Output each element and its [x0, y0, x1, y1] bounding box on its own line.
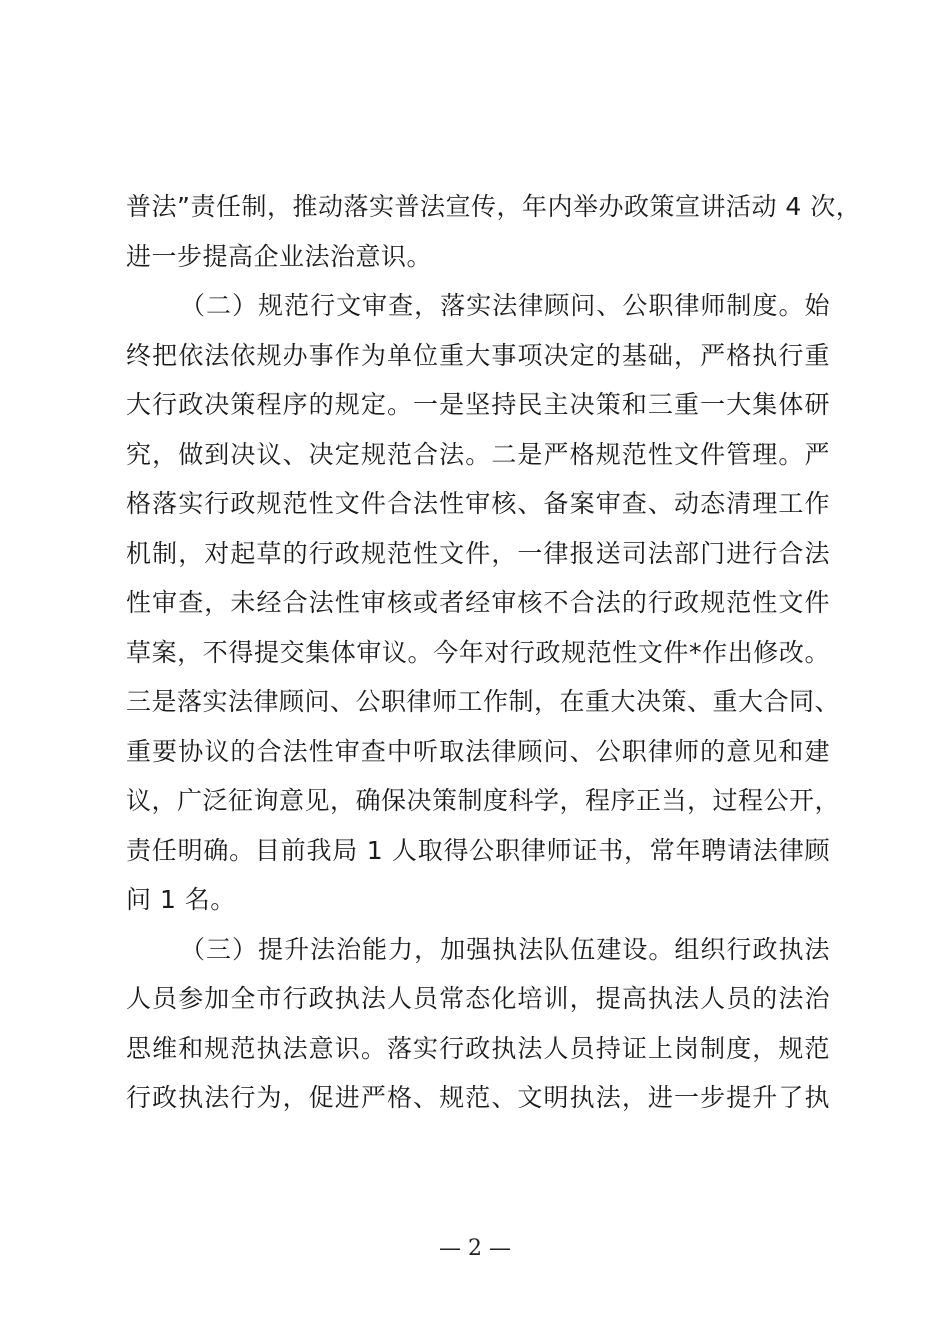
paragraph	[126, 925, 830, 1123]
text-line: （三）提升法治能力，加强执法队伍建设。组织行政执法	[180, 934, 830, 964]
text-line: 草案，不得提交集体审议。今年对行政规范性文件*作出修改。	[126, 637, 830, 667]
text-line: 行政执法行为，促进严格、规范、文明执法，进一步提升了执	[126, 1083, 830, 1112]
paragraph	[126, 281, 841, 925]
text-line: 三是落实法律顾问、公职律师工作制，在重大决策、重大合同、	[126, 687, 841, 716]
text-line: 格落实行政规范性文件合法性审核、备案审查、动态清理工作	[126, 489, 830, 518]
text-line: 责任明确。目前我局 1 人取得公职律师证书，常年聘请法律顾	[126, 835, 830, 865]
page-number: — 2 —	[439, 1236, 511, 1261]
text-line: 问 1 名。	[126, 885, 236, 914]
text-line: 机制，对起草的行政规范性文件，一律报送司法部门进行合法	[126, 538, 830, 568]
text-line: 议，广泛征询意见，确保决策制度科学，程序正当，过程公开，	[126, 786, 841, 815]
text-line: 大行政决策程序的规定。一是坚持民主决策和三重一大集体研	[126, 390, 830, 419]
text-line: 进一步提高企业法治意识。	[126, 241, 433, 271]
text-line: 重要协议的合法性审查中听取法律顾问、公职律师的意见和建	[126, 736, 830, 766]
text-line: （二）规范行文审查，落实法律顾问、公职律师制度。始	[180, 291, 830, 320]
text-line: 性审查，未经合法性审核或者经审核不合法的行政规范性文件	[126, 588, 830, 617]
paragraph	[126, 182, 862, 281]
text-line: 普法”责任制，推动落实普法宣传，年内举办政策宣讲活动 4 次，	[126, 192, 862, 221]
text-line: 思维和规范执法意识。落实行政执法人员持证上岗制度，规范	[126, 1033, 830, 1063]
text-line: 人员参加全市行政执法人员常态化培训，提高执法人员的法治	[126, 984, 830, 1013]
document-body	[126, 182, 862, 1123]
text-line: 终把依法依规办事作为单位重大事项决定的基础，严格执行重	[126, 340, 830, 370]
text-line: 究，做到决议、决定规范合法。二是严格规范性文件管理。严	[126, 439, 830, 469]
